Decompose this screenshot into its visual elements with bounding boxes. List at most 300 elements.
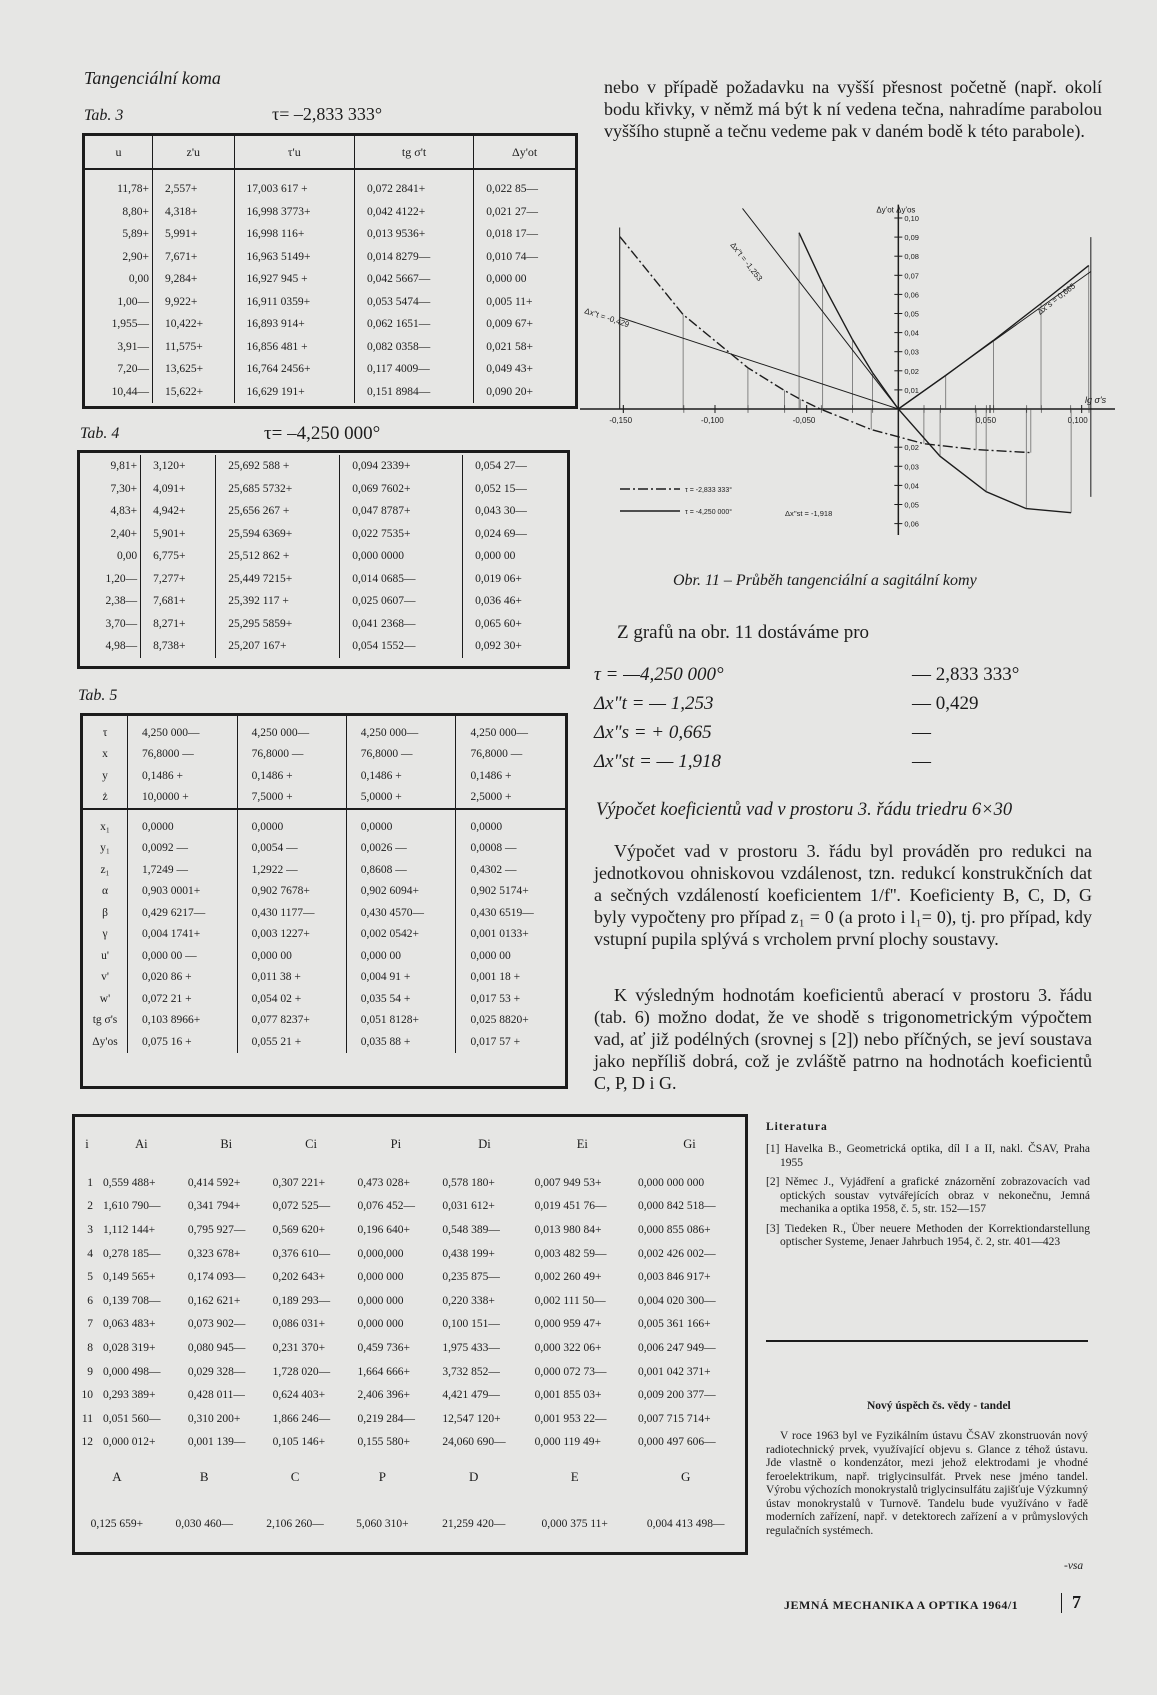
table-cell: 0,003 482 59— (534, 1247, 607, 1260)
result-left: Δx"t = — 1,253 (594, 692, 714, 714)
table-cell: 0,021 58+ (474, 336, 575, 359)
table-row (80, 523, 567, 546)
table-cell: 0,162 621+ (187, 1294, 241, 1307)
table-cell: 0,031 612+ (442, 1200, 495, 1213)
table-cell: 9,284+ (153, 268, 234, 291)
tab6-header: i (85, 1136, 89, 1151)
table-cell: 0,075 16 + (128, 1031, 238, 1053)
table-cell: 76,8000 — (237, 744, 346, 766)
table-cell: z₁ (100, 863, 110, 876)
table-cell: 6 (87, 1294, 93, 1307)
table-cell: 7,30+ (110, 482, 138, 495)
paragraph-2: K výsledným hodnotám koeficientů aberací v prostoru 3. řádu (tab. 6) možno dodat, že ve shodě s trigonometrickým výpočtem vad, ať již podélných (srovnej s [2]) nebo příčných, se jeví soustava jako nepříliš dobrá, což je zvláště patrno na hodnotách koeficientů C, P, D i G. (594, 985, 1092, 1093)
table-cell: 0,003 846 917+ (638, 1271, 711, 1284)
table-cell: 0,092 30+ (463, 635, 567, 658)
x-tick-label: 0,100 (1067, 416, 1088, 425)
table-cell: 0,376 610— (272, 1247, 331, 1260)
table-cell: 0,077 8237+ (237, 1010, 346, 1032)
table-cell: 0,0092 — (128, 838, 238, 860)
table-cell: 0,000 322 06+ (534, 1341, 602, 1354)
table-cell: 0,022 85— (474, 169, 575, 201)
table-row (80, 635, 567, 658)
table-cell: 16,911 0359+ (234, 291, 354, 314)
table-row (75, 1431, 745, 1455)
table-cell: β (102, 906, 108, 919)
tab3-header: τ'u (234, 136, 354, 169)
table-cell: 16,629 191+ (234, 381, 354, 404)
result-row (594, 689, 1114, 718)
sum-header: C (290, 1469, 300, 1485)
table-cell: 4,318+ (153, 201, 234, 224)
table-cell: 0,000 012+ (103, 1436, 156, 1449)
table-cell: 0,202 643+ (272, 1271, 326, 1284)
table-cell: 0,073 902— (187, 1318, 246, 1331)
table-cell: 16,856 481 + (234, 336, 354, 359)
table-cell: 0,082 0358— (354, 336, 473, 359)
y-tick-label: 0,09 (904, 233, 919, 243)
table-cell: 0,072 2841+ (354, 169, 473, 201)
table-cell: γ (102, 928, 108, 941)
table-cell: 11 (81, 1412, 93, 1425)
series-line-1 (620, 237, 1031, 453)
table-cell: 24,060 690— (442, 1436, 506, 1449)
table-row (75, 1289, 745, 1313)
tab5-label: Tab. 5 (78, 687, 118, 704)
table-row (85, 223, 575, 246)
table-cell: 0,006 247 949— (638, 1341, 716, 1354)
y-tick-label: 0,03 (904, 462, 919, 472)
table-cell: 0,000 00 (463, 545, 567, 568)
table-cell: 0,000 498— (103, 1365, 161, 1378)
table-cell: 0,049 43+ (474, 358, 575, 381)
table-cell: 0,000 00 — (128, 945, 238, 967)
table-cell: y (102, 769, 108, 782)
table-cell: 12,547 120+ (442, 1412, 501, 1425)
table-cell: 0,001 139— (187, 1436, 246, 1449)
table-row (85, 336, 575, 359)
table-row (83, 838, 565, 860)
x-axis-label: lg σ's (1085, 395, 1107, 405)
x-tick-label: 0,050 (976, 416, 997, 425)
table-row (83, 809, 565, 838)
table-cell: 0,086 031+ (272, 1318, 326, 1331)
table-cell: 0,149 565+ (103, 1271, 156, 1284)
table-cell: 0,021 27— (474, 201, 575, 224)
result-right: — (912, 750, 931, 772)
table-cell: 0,001 0133+ (456, 924, 565, 946)
table-cell: 0,072 525— (272, 1200, 331, 1213)
literature-title: Literatura (766, 1121, 828, 1133)
result-right: — 0,429 (912, 692, 979, 714)
table-cell: 0,011 38 + (237, 967, 346, 989)
table-cell: 0,000 00 (456, 945, 565, 967)
table-cell: 76,8000 — (456, 744, 565, 766)
table-cell: 0,000 00 (346, 945, 456, 967)
table-cell: 0,009 67+ (474, 313, 575, 336)
table-cell: 0,902 7678+ (237, 881, 346, 903)
table-cell: 0,018 17— (474, 223, 575, 246)
table-row (83, 744, 565, 766)
table-cell: 1,975 433— (442, 1341, 500, 1354)
table-cell: 4,250 000— (346, 716, 456, 744)
table-cell: 0,00 (128, 273, 150, 286)
table-cell: 1,00— (117, 295, 150, 308)
table-cell: 0,022 7535+ (340, 523, 463, 546)
table-row (83, 716, 565, 744)
table-row (85, 291, 575, 314)
annotation-t1: Δx''t = -1,253 (728, 240, 765, 283)
table-cell: 0,000 072 73— (534, 1365, 607, 1378)
table-cell: 1,866 246— (272, 1412, 331, 1425)
table-row (75, 1242, 745, 1266)
tab3-header: z'u (153, 136, 234, 169)
table-row (80, 590, 567, 613)
table-cell: u' (101, 949, 109, 962)
result-row (594, 747, 1114, 776)
table-cell: 2,406 396+ (357, 1389, 410, 1402)
tab4-tau: τ= –4,250 000° (264, 423, 381, 444)
table-cell: 3 (87, 1223, 93, 1236)
annotation-s: Δx''s = 0,665 (1035, 281, 1078, 317)
table-cell: 0,029 328— (187, 1365, 246, 1378)
table-cell: 4,83+ (110, 505, 138, 518)
table-cell: 0,001 042 371+ (638, 1365, 711, 1378)
table-cell: 16,963 5149+ (234, 246, 354, 269)
tab5-table (83, 716, 565, 1053)
table-cell: 25,685 5732+ (216, 478, 340, 501)
table-cell: 16,893 914+ (234, 313, 354, 336)
tab3-label: Tab. 3 (84, 107, 124, 124)
table-cell: 0,000 000 (357, 1318, 404, 1331)
result-row (594, 660, 1114, 689)
section-heading: Výpočet koeficientů vad v prostoru 3. řádu triedru 6×30 (596, 800, 1013, 820)
page-number: 7 (1072, 1592, 1081, 1612)
table-cell: 0,002 111 50— (534, 1294, 606, 1307)
table-cell: 2,90+ (122, 250, 150, 263)
table-row (85, 313, 575, 336)
sum-value: 0,004 413 498— (646, 1517, 725, 1530)
table-cell: 0,047 8787+ (340, 500, 463, 523)
table-cell: 0,042 5667— (354, 268, 473, 291)
table-cell: 3,120+ (141, 455, 216, 478)
table-cell: 17,003 617 + (234, 169, 354, 201)
table-cell: 25,594 6369+ (216, 523, 340, 546)
table-cell: 0,174 093— (187, 1271, 246, 1284)
figure-caption: Obr. 11 – Průběh tangenciální a sagitální komy (673, 572, 977, 589)
table-cell: 12 (81, 1436, 93, 1449)
section-title: Tangenciální koma (84, 68, 221, 88)
table-row (80, 478, 567, 501)
table-cell: 0,017 57 + (456, 1031, 565, 1053)
reference-item: [2] Němec J., Vyjádření a grafické znázornění zobrazovacích vad optických soustav vytvářejících obraz v nekonečnu, Jemná mechanika a optika 1958, č. 5, str. 152—157 (766, 1176, 1090, 1215)
table-cell: 0,323 678+ (187, 1247, 241, 1260)
table-cell: 0,002 426 002— (638, 1247, 716, 1260)
table-cell: 76,8000 — (346, 744, 456, 766)
table-cell: 16,764 2456+ (234, 358, 354, 381)
table-row (85, 381, 575, 404)
table-cell: 0,430 1177— (237, 902, 346, 924)
sum-header: A (112, 1469, 122, 1485)
table-cell: 25,449 7215+ (216, 568, 340, 591)
table-cell: 0,000,000 (357, 1247, 404, 1260)
table-cell: 0,414 592+ (187, 1176, 241, 1189)
table-row (75, 1360, 745, 1384)
news-body: V roce 1963 byl ve Fyzikálním ústavu ČSAV zkonstruován nový radiotechnický prvek, využívající objevu s. Glance z téhož ústavu. Jde vlastně o kondenzátor, mezi jehož elektrodami je vhodné feroelektrikum, např. triglycinsulfát. Prvek nese jméno tandel. Výrobu výchozích monokrystalů triglycinsulfátu zajišťuje Výzkumný ústav monokrystalů v Turnově. Tandelu bude využíváno v řadě moderních zařízení, např. v detektorech zařízení a v průmyslových regulačních systémech. (766, 1430, 1088, 1537)
table-cell: 25,295 5859+ (216, 613, 340, 636)
results-block (594, 660, 1114, 776)
news-title: Nový úspěch čs. vědy - tandel (867, 1400, 1011, 1412)
reference-item: [3] Tiedeken R., Über neuere Methoden der Korrektiondarstellung optischer Systeme, Jenaer Jahrbuch 1954, č. 2, str. 401—423 (766, 1222, 1090, 1248)
table-cell: 4,091+ (141, 478, 216, 501)
table-cell: 0,548 389— (442, 1223, 500, 1236)
table-cell: 0,054 27— (463, 455, 567, 478)
table-cell: 1 (87, 1176, 93, 1189)
table-cell: 0,430 4570— (346, 902, 456, 924)
y-tick-label: 0,04 (904, 481, 919, 491)
table-cell: 0,062 1651— (354, 313, 473, 336)
y-tick-label: 0,06 (904, 519, 919, 529)
table-row (80, 500, 567, 523)
table-cell: w' (99, 992, 111, 1005)
table-cell: 0,1486 + (346, 765, 456, 787)
table-row (85, 268, 575, 291)
y-tick-label: 0,07 (904, 271, 919, 281)
table-row (75, 1265, 745, 1289)
divider (766, 1340, 1088, 1342)
table-cell: 0,00 (117, 550, 138, 563)
table-cell: 0,0000 (128, 809, 238, 838)
table-cell: 0,438 199+ (442, 1247, 495, 1260)
table-cell: 25,512 862 + (216, 545, 340, 568)
tab6-header: Ei (576, 1136, 588, 1151)
table-cell: 2,557+ (153, 169, 234, 201)
tab6-header: Pi (390, 1136, 402, 1151)
table-cell: 0,053 5474— (354, 291, 473, 314)
table-cell: 2,5000 + (456, 787, 565, 810)
paragraph-1: Výpočet vad v prostoru 3. řádu byl prováděn pro redukci na jednotkovou ohniskovou vzdálenost, tzn. redukcí konstrukčních dat a sečných vzdáleností koeficientem 1/f''. Koeficienty B, C, D, G byly vypočteny pro případ z₁ = 0 (a proto i l₁= 0), tj. pro případ, kdy vstupní pupila splývá s vrcholem první plochy soustavy. (594, 841, 1092, 949)
table-row (75, 1218, 745, 1242)
references (766, 1143, 1090, 1256)
table-cell: 0,624 403+ (272, 1389, 326, 1402)
table-cell: 0,069 7602+ (340, 478, 463, 501)
table-cell: 0,430 6519— (456, 902, 565, 924)
table-cell: 0,007 949 53+ (534, 1176, 602, 1189)
table-cell: 2 (87, 1200, 93, 1213)
table-cell: 0,155 580+ (357, 1436, 410, 1449)
table-cell: τ (102, 726, 108, 739)
table-cell: 0,005 11+ (474, 291, 575, 314)
table-cell: 16,998 3773+ (234, 201, 354, 224)
table-cell: 1,610 790— (103, 1200, 161, 1213)
table-cell: 0,013 9536+ (354, 223, 473, 246)
y-tick-label: 0,06 (904, 290, 919, 300)
footer-divider (1061, 1593, 1062, 1613)
y-tick-label: 0,01 (904, 385, 919, 395)
table-cell: 0,001 953 22— (534, 1412, 607, 1425)
table-cell: 0,231 370+ (272, 1341, 326, 1354)
table-cell: 2,40+ (110, 527, 138, 540)
table-row (85, 169, 575, 201)
table-cell: 5,991+ (153, 223, 234, 246)
tab6-header: Di (478, 1136, 491, 1151)
table-cell: 0,063 483+ (103, 1318, 156, 1331)
table-cell: 7,671+ (153, 246, 234, 269)
table-cell: 4,250 000— (237, 716, 346, 744)
result-left: τ = —4,250 000° (594, 663, 724, 685)
table-cell: 16,998 116+ (234, 223, 354, 246)
table-cell: 0,293 389+ (103, 1389, 156, 1402)
legend-label-2: τ = -4,250 000° (685, 509, 733, 516)
table-row (85, 201, 575, 224)
tab4-label: Tab. 4 (80, 425, 120, 442)
table-cell: 1,2922 — (237, 859, 346, 881)
table-cell: 8,80+ (122, 205, 150, 218)
y-tick-label: 0,05 (904, 500, 919, 510)
table-cell: 0,051 8128+ (346, 1010, 456, 1032)
table-cell: v' (101, 971, 109, 984)
table-cell: 0,903 0001+ (128, 881, 238, 903)
results-list (594, 660, 1114, 776)
table-cell: 10,422+ (153, 313, 234, 336)
table-cell: 0,1486 + (237, 765, 346, 787)
table-cell: 0,007 715 714+ (638, 1412, 711, 1425)
sum-value: 0,030 460— (175, 1517, 233, 1530)
y-tick-label: 0,04 (904, 328, 919, 338)
table-row (80, 568, 567, 591)
x-tick-label: -0,050 (792, 416, 816, 425)
table-cell: 4,250 000— (128, 716, 238, 744)
tab3-box (82, 133, 578, 409)
table-cell: 0,041 2368— (340, 613, 463, 636)
table-cell: 0,072 21 + (128, 988, 238, 1010)
table-cell: 0,028 319+ (103, 1341, 156, 1354)
table-cell: 0,000 00 (237, 945, 346, 967)
table-cell: 0,005 361 166+ (638, 1318, 711, 1331)
tab6-sums (75, 1460, 745, 1536)
table-cell: 3,732 852— (442, 1365, 500, 1378)
table-cell: 0,019 06+ (463, 568, 567, 591)
table-row (85, 358, 575, 381)
table-row (75, 1195, 745, 1219)
table-row (83, 902, 565, 924)
result-row (594, 718, 1114, 747)
table-row (85, 246, 575, 269)
table-cell: 8 (87, 1341, 93, 1354)
table-row (83, 765, 565, 787)
table-row (75, 1313, 745, 1337)
table-cell: 0,902 6094+ (346, 881, 456, 903)
table-cell: Δy'os (92, 1035, 118, 1048)
table-cell: 0,024 69— (463, 523, 567, 546)
table-row (80, 455, 567, 478)
intro-paragraph: nebo v případě požadavku na vyšší přesnost početně (např. okolí bodu křivky, v němž má být k ní vedena tečna, nahradíme parabolou vyššího stupně a tečnu vedeme pak v daném bodě k této parabole). (604, 77, 1102, 141)
table-cell: 1,664 666+ (357, 1365, 410, 1378)
table-cell: 0,004 91 + (346, 967, 456, 989)
result-right: — 2,833 333° (912, 663, 1020, 685)
table-cell: 0,0054 — (237, 838, 346, 860)
table-cell: 25,692 588 + (216, 455, 340, 478)
table-cell: 16,927 945 + (234, 268, 354, 291)
table-cell: α (101, 885, 109, 898)
table-cell: 0,010 74— (474, 246, 575, 269)
table-cell: 0,4302 — (456, 859, 565, 881)
table-cell: 0,559 488+ (103, 1176, 156, 1189)
table-cell: 0,105 146+ (272, 1436, 326, 1449)
tab3-table (85, 136, 575, 403)
table-cell: 0,054 1552— (340, 635, 463, 658)
result-right: — (912, 721, 931, 743)
table-cell: 1,112 144+ (103, 1223, 156, 1236)
series-line-2 (799, 233, 1071, 513)
table-cell: 8,271+ (141, 613, 216, 636)
annotation-t2: Δx''t = -0,429 (583, 306, 631, 330)
table-cell: 15,622+ (153, 381, 234, 404)
tab3-header: Δy'ot (474, 136, 575, 169)
sum-value: 5,060 310+ (356, 1517, 409, 1530)
sum-header: E (570, 1469, 579, 1485)
figure-11-chart (580, 185, 1120, 540)
table-cell: 0,001 855 03+ (534, 1389, 602, 1402)
table-cell: 0,014 8279— (354, 246, 473, 269)
table-cell: 25,207 167+ (216, 635, 340, 658)
table-cell: 0,052 15— (463, 478, 567, 501)
table-cell: 0,080 945— (187, 1341, 246, 1354)
y-axis-label: Δy'ot Δy'os (876, 205, 916, 215)
table-row (83, 787, 565, 810)
table-cell: 7,5000 + (237, 787, 346, 810)
table-cell: tg σ's (92, 1014, 118, 1027)
table-cell: 0,000 842 518— (638, 1200, 716, 1213)
table-cell: 0,017 53 + (456, 988, 565, 1010)
table-row (75, 1336, 745, 1360)
table-cell: 0,000 119 49+ (534, 1436, 602, 1449)
tangent-line-t2 (620, 317, 899, 409)
table-cell: 1,20— (105, 572, 138, 585)
table-cell: 0,014 0685— (340, 568, 463, 591)
table-cell: ż (102, 791, 108, 804)
table-row (83, 1010, 565, 1032)
table-cell: 6,775+ (141, 545, 216, 568)
table-cell: 0,000 497 606— (638, 1436, 716, 1449)
table-cell: 3,91— (117, 340, 150, 353)
table-cell: 10,0000 + (128, 787, 238, 810)
table-cell: 0,013 980 84+ (534, 1223, 602, 1236)
table-cell: 11,78+ (117, 183, 150, 196)
table-cell: 0,189 293— (272, 1294, 331, 1307)
tab3-header: tg σ't (354, 136, 473, 169)
reference-item: [1] Havelka B., Geometrická optika, díl I a II, nakl. ČSAV, Praha 1955 (766, 1143, 1090, 1169)
table-cell: 0,094 2339+ (340, 455, 463, 478)
table-cell: 0,020 86 + (128, 967, 238, 989)
table-cell: 4,421 479— (442, 1389, 500, 1402)
table-cell: 0,196 640+ (357, 1223, 410, 1236)
table-row (75, 1407, 745, 1431)
table-cell: 1,955— (111, 318, 150, 331)
table-cell: 8,738+ (141, 635, 216, 658)
table-cell: 4 (87, 1247, 93, 1260)
table-cell: 0,000 000 (357, 1294, 404, 1307)
table-cell: 0,002 0542+ (346, 924, 456, 946)
table-row (83, 988, 565, 1010)
table-cell: 0,795 927— (187, 1223, 246, 1236)
table-cell: y₁ (100, 842, 110, 855)
table-cell: 4,98— (105, 640, 138, 653)
table-cell: 0,019 451 76— (534, 1200, 607, 1213)
table-cell: 0,003 1227+ (237, 924, 346, 946)
table-cell: 0,1486 + (128, 765, 238, 787)
sum-header: G (680, 1469, 691, 1485)
table-cell: 0,076 452— (357, 1200, 415, 1213)
